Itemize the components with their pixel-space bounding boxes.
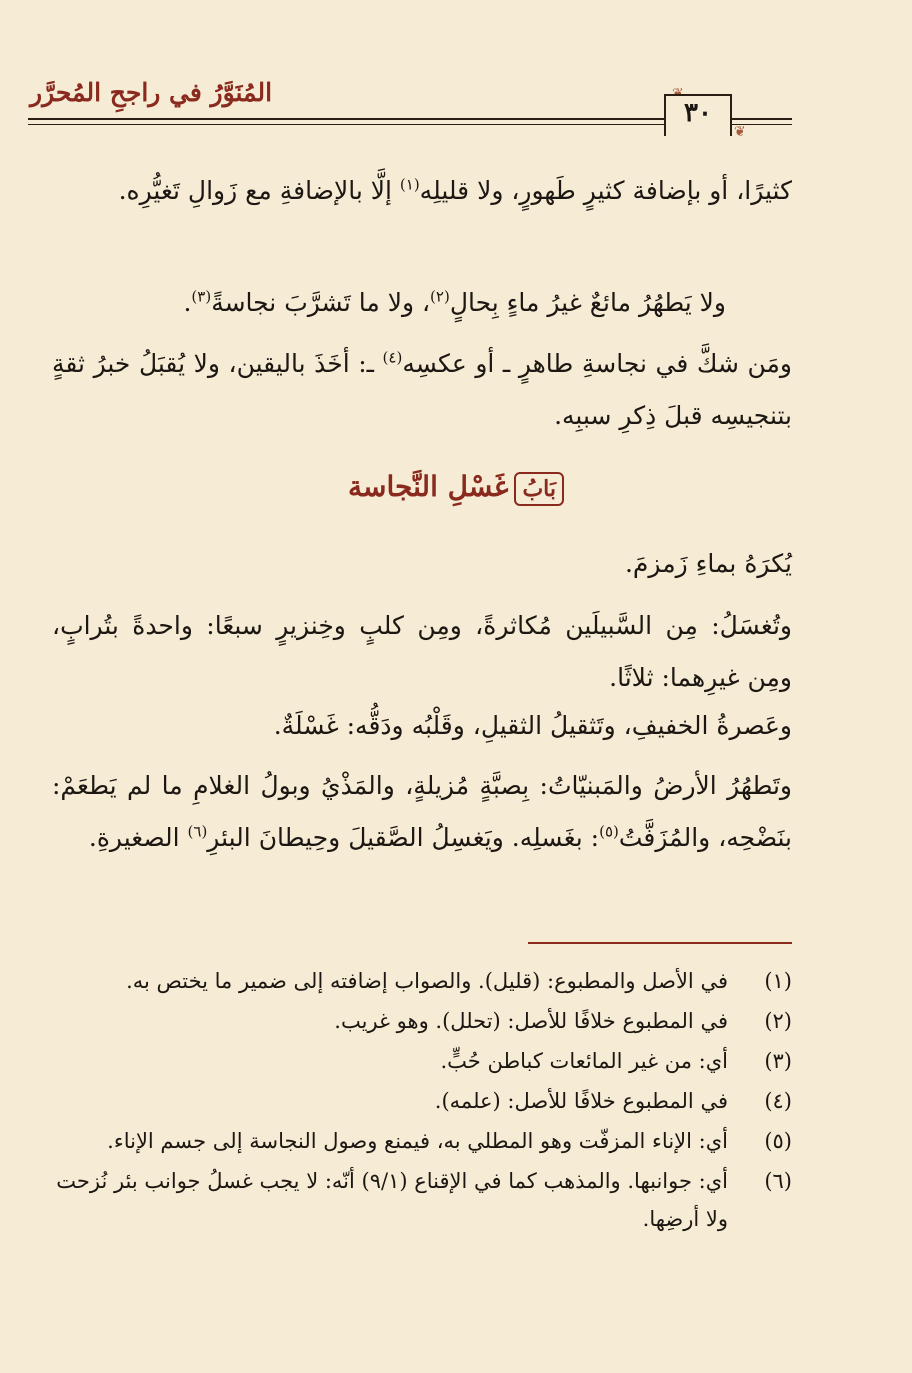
paragraph-text: : بغَسلِه. ويَغسِلُ الصَّقيلَ وحِيطانَ البئرِ	[207, 823, 600, 852]
footnote-text: في المطبوع خلافًا للأصل: (تحلل). وهو غريب.	[334, 1009, 728, 1033]
paragraph-text: كثيرًا، أو بإضافة كثيرٍ طَهورٍ، ولا قليلِه	[419, 176, 792, 205]
footnote-ref[interactable]: (٤)	[382, 348, 403, 367]
footnote-number: (١)	[764, 969, 792, 993]
header-rule-right	[730, 118, 792, 120]
chapter-heading	[296, 470, 616, 506]
footnote-item	[52, 1002, 792, 1040]
paragraph-text: ولا يَطهُرُ مائعٌ غيرُ ماءٍ بِحالٍ	[449, 288, 726, 317]
page-number: ٣٠	[684, 98, 712, 128]
paragraph-2	[126, 277, 726, 329]
paragraph-text: الصغيرةِ.	[88, 823, 188, 852]
running-title: المُنَوَّرُ في راجحِ المُحرَّر	[30, 78, 273, 107]
paragraph-6: وعَصرةُ الخفيفِ، وتَثقيلُ الثقيلِ، وقَلْبُه ودَقُّه: غَسْلَةٌ.	[273, 711, 792, 740]
footnote-ref[interactable]: (١)	[399, 175, 420, 194]
footnote-separator	[528, 942, 792, 944]
footnote-item	[52, 962, 792, 1000]
paragraph-1	[52, 165, 792, 217]
footnote-number: (٣)	[764, 1049, 792, 1073]
chapter-title: غَسْلِ النَّجاسة	[348, 470, 509, 503]
footnote-item	[52, 1162, 792, 1238]
footnote-text: أي: جوانبها. والمذهب كما في الإقناع (٩/١) أنّه: لا يجب غسلُ جوانب بئر نُزحت ولا أرضِها.	[56, 1169, 728, 1231]
paragraph-text: ومَن شكَّ في نجاسةِ طاهرٍ ـ أو عكسِه	[402, 349, 792, 378]
paragraph-text: .	[183, 288, 192, 317]
paragraph-7	[52, 760, 792, 864]
footnote-ref[interactable]: (٦)	[187, 822, 208, 841]
footnote-item	[52, 1082, 792, 1120]
paragraph-text: ، ولا ما تَشرَّبَ نجاسةً	[211, 288, 431, 317]
footnote-list	[52, 962, 792, 1240]
page-number-box	[664, 94, 732, 136]
chapter-label: بَابُ	[514, 472, 564, 506]
header-rule	[28, 118, 664, 120]
paragraph-3	[52, 338, 792, 442]
footnote-ref[interactable]: (٥)	[599, 822, 619, 841]
paragraph-text: إلَّا بالإضافةِ مع زَوالِ تَغيُّرِه.	[118, 176, 400, 205]
footnote-number: (٤)	[764, 1089, 792, 1113]
paragraph-5: وتُغسَلُ: مِن السَّبيلَين مُكاثرةً، ومِن كلبٍ وخِنزيرٍ سبعًا: واحدةً بتُرابٍ، ومِن غيرِهما: ثلاثًا.	[52, 611, 792, 692]
flourish-icon: ❦	[734, 124, 746, 140]
footnote-number: (٦)	[764, 1169, 792, 1193]
footnote-text: في الأصل والمطبوع: (قليل). والصواب إضافته إلى ضمير ما يختص به.	[126, 969, 728, 993]
footnote-text: في المطبوع خلافًا للأصل: (علمه).	[434, 1089, 728, 1113]
footnote-ref[interactable]: (٣)	[191, 287, 212, 306]
footnote-text: أي: من غير المائعات كباطن حُبٍّ.	[440, 1049, 728, 1073]
paragraph-text: ـ: أخَذَ باليقين، ولا يُقبَلُ خبرُ ثقةٍ بتنجيسِه قبلَ ذِكرِ سببِه.	[52, 349, 792, 430]
footnote-ref[interactable]: (٢)	[430, 287, 450, 306]
paragraph-text: وتَطهُرُ الأرضُ والمَبنيّاتُ: بِصبَّةٍ مُزيلةٍ، والمَذْيُ وبولُ الغلامِ ما لم يَطعَمْ: بنَضْحِه، والمُزَفَّتُ	[52, 771, 792, 852]
footnote-item	[52, 1122, 792, 1160]
footnote-item	[52, 1042, 792, 1080]
footnote-number: (٢)	[764, 1009, 792, 1033]
footnote-number: (٥)	[764, 1129, 792, 1153]
paragraph-4: يُكرَهُ بماءِ زَمزمَ.	[624, 549, 792, 578]
header-rule-thin	[28, 124, 664, 125]
footnote-text: أي: الإناء المزفّت وهو المطلي به، فيمنع وصول النجاسة إلى جسم الإناء.	[107, 1129, 728, 1153]
